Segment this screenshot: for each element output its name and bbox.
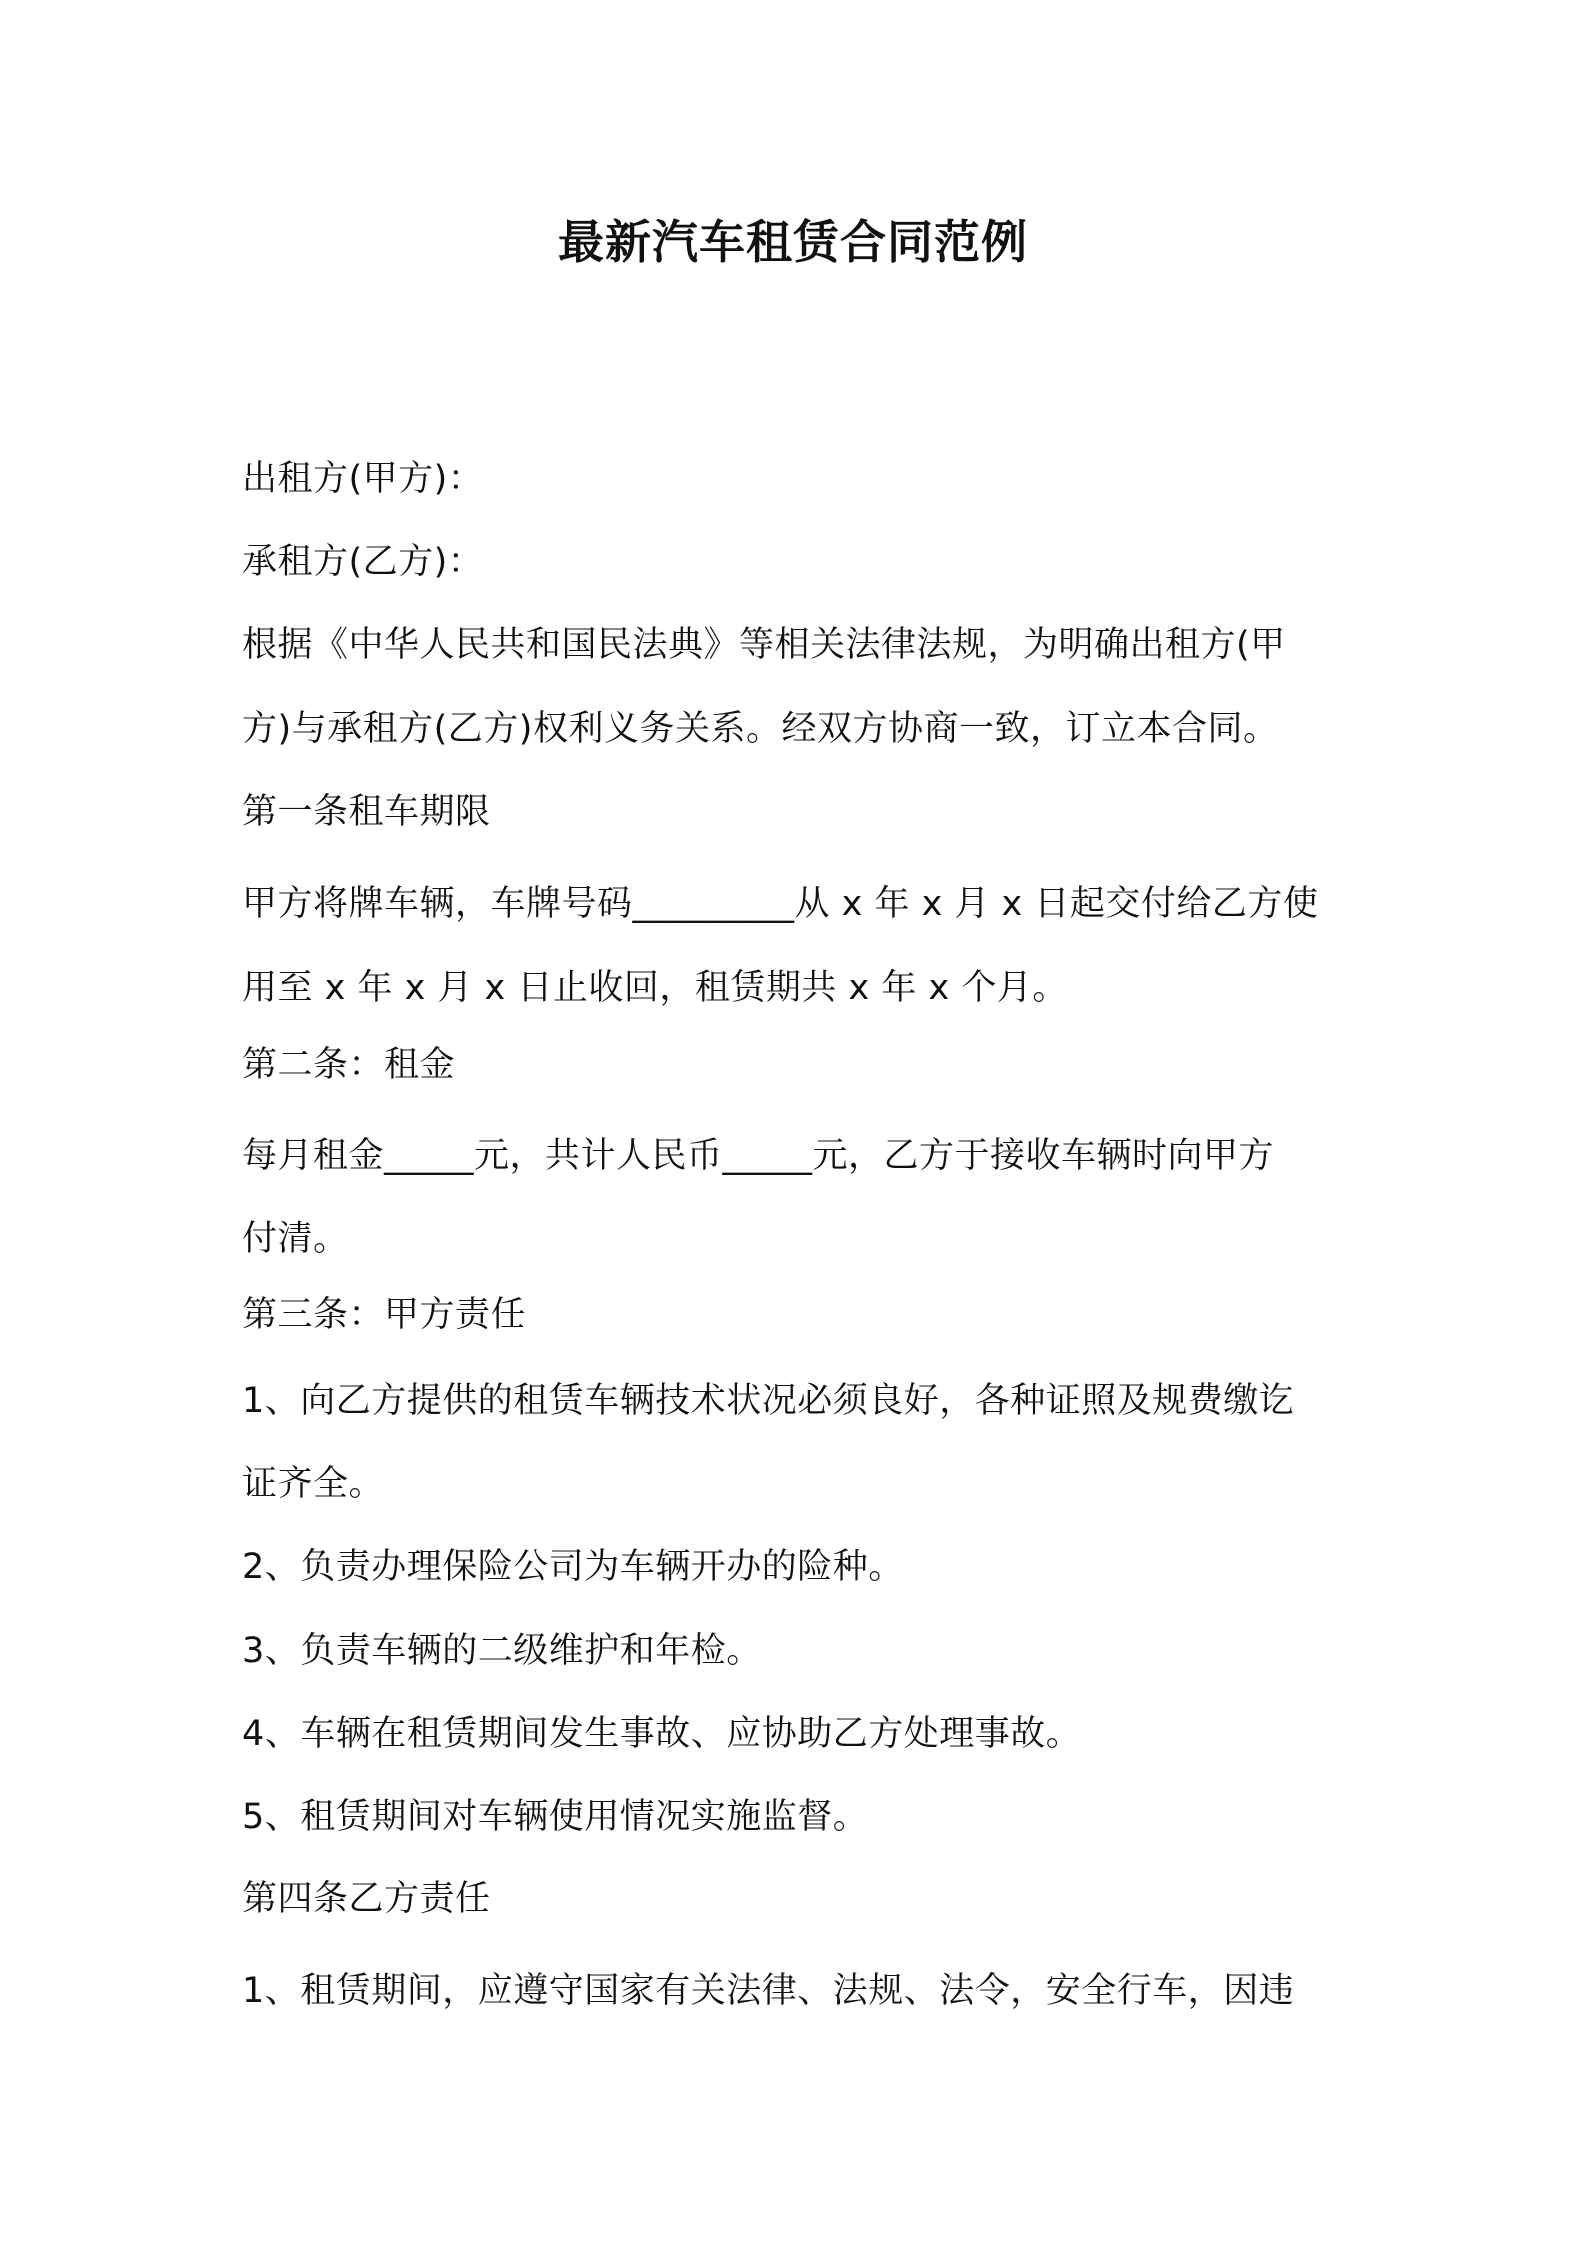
article-1-text-line-2: 用至 x 年 x 月 x 日止收回，租赁期共 x 年 x 个月。 xyxy=(242,968,1068,1008)
article-4-heading: 第四条乙方责任 xyxy=(242,1879,491,1919)
article-3-item-5: 5、租赁期间对车辆使用情况实施监督。 xyxy=(242,1797,869,1837)
article-2-heading: 第二条：租金 xyxy=(242,1045,456,1085)
preamble-line-1: 根据《中华人民共和国民法典》等相关法律法规，为明确出租方(甲 xyxy=(242,625,1286,665)
party-a-line: 出租方(甲方)： xyxy=(242,459,484,499)
article-3-item-1-line-2: 证齐全。 xyxy=(242,1464,385,1504)
party-b-line: 承租方(乙方)： xyxy=(242,542,484,582)
article-1-text-line-1: 甲方将牌车辆，车牌号码_________从 x 年 x 月 x 日起交付给乙方使 xyxy=(242,884,1319,924)
article-1-heading: 第一条租车期限 xyxy=(242,792,491,832)
article-3-item-2: 2、负责办理保险公司为车辆开办的险种。 xyxy=(242,1547,904,1587)
article-3-item-4: 4、车辆在租赁期间发生事故、应协助乙方处理事故。 xyxy=(242,1714,1082,1754)
preamble-line-2: 方)与承租方(乙方)权利义务关系。经双方协商一致，订立本合同。 xyxy=(242,709,1279,749)
article-2-text-line-2: 付清。 xyxy=(242,1219,349,1259)
article-2-text-line-1: 每月租金_____元，共计人民币_____元，乙方于接收车辆时向甲方 xyxy=(242,1136,1275,1176)
document-title: 最新汽车租赁合同范例 xyxy=(558,215,1028,269)
article-3-item-1-line-1: 1、向乙方提供的租赁车辆技术状况必须良好，各种证照及规费缴讫 xyxy=(242,1381,1295,1421)
article-3-item-3: 3、负责车辆的二级维护和年检。 xyxy=(242,1631,762,1671)
article-4-item-1-line-1: 1、租赁期间，应遵守国家有关法律、法规、法令，安全行车，因违 xyxy=(242,1971,1295,2011)
article-3-heading: 第三条：甲方责任 xyxy=(242,1295,527,1335)
